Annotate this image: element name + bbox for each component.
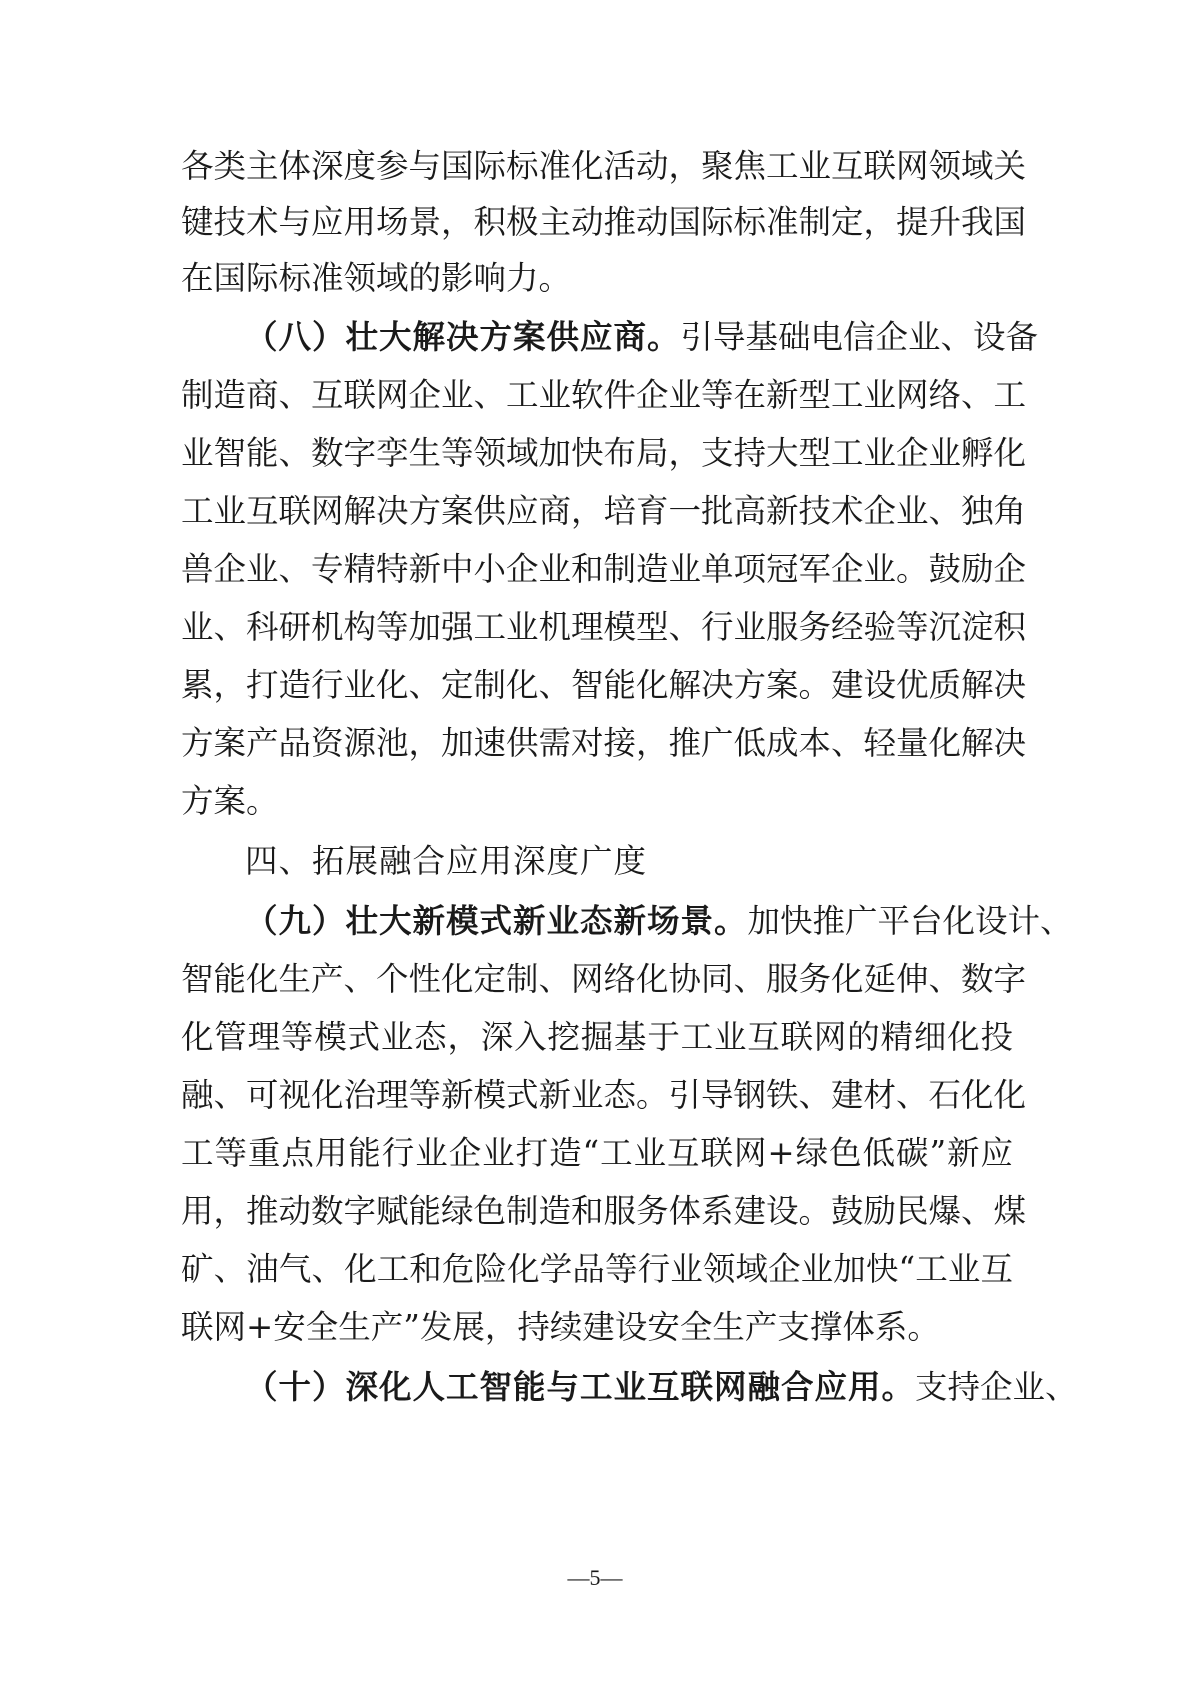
- paragraph-line: 业、科研机构等加强工业机理模型、行业服务经验等沉淀积: [181, 608, 1027, 646]
- paragraph-line: 矿、油气、化工和危险化学品等行业领域企业加快“工业互: [181, 1250, 1013, 1288]
- heading-item-8: （八）壮大解决方案供应商。: [245, 318, 681, 356]
- paragraph-line: 智能化生产、个性化定制、网络化协同、服务化延伸、数字: [181, 960, 1027, 998]
- paragraph-line: 化管理等模式业态，深入挖掘基于工业互联网的精细化投: [181, 1018, 1013, 1056]
- heading-item-9: （九）壮大新模式新业态新场景。: [245, 902, 748, 940]
- paragraph-line: 制造商、互联网企业、工业软件企业等在新型工业网络、工: [181, 376, 1027, 414]
- paragraph-line: 工等重点用能行业企业打造“工业互联网+绿色低碳”新应: [181, 1134, 1013, 1172]
- paragraph-line: 融、可视化治理等新模式新业态。引导钢铁、建材、石化化: [181, 1076, 1027, 1114]
- paragraph-line: 方案产品资源池，加速供需对接，推广低成本、轻量化解决: [181, 724, 1027, 762]
- paragraph-line: 联网+安全生产”发展，持续建设安全生产支撑体系。: [181, 1308, 940, 1346]
- section-heading-8: [245, 312, 1039, 362]
- paragraph-line: 各类主体深度参与国际标准化活动，聚焦工业互联网领域关: [181, 147, 1027, 185]
- paragraph-line: 键技术与应用场景，积极主动推动国际标准制定，提升我国: [181, 203, 1027, 241]
- paragraph-text: 引导基础电信企业、设备: [680, 318, 1039, 356]
- paragraph-line: 业智能、数字孪生等领域加快布局，支持大型工业企业孵化: [181, 434, 1027, 472]
- section-heading-10: [245, 1362, 1078, 1412]
- section-heading-9: [245, 896, 1073, 946]
- paragraph-line: 工业互联网解决方案供应商，培育一批高新技术企业、独角: [181, 492, 1027, 530]
- paragraph-line: 兽企业、专精特新中小企业和制造业单项冠军企业。鼓励企: [181, 550, 1027, 588]
- heading-item-10: （十）深化人工智能与工业互联网融合应用。: [245, 1368, 916, 1406]
- paragraph-line: 累，打造行业化、定制化、智能化解决方案。建设优质解决: [181, 666, 1027, 704]
- page-number: —5—: [567, 1565, 623, 1590]
- paragraph-line: 用，推动数字赋能绿色制造和服务体系建设。鼓励民爆、煤: [181, 1192, 1027, 1230]
- paragraph-text: 支持企业、: [915, 1368, 1078, 1406]
- paragraph-line: 方案。: [181, 782, 279, 820]
- paragraph-text: 加快推广平台化设计、: [747, 902, 1073, 940]
- paragraph-line: 在国际标准领域的影响力。: [181, 259, 572, 297]
- section-heading-4: 四、拓展融合应用深度广度: [245, 842, 648, 880]
